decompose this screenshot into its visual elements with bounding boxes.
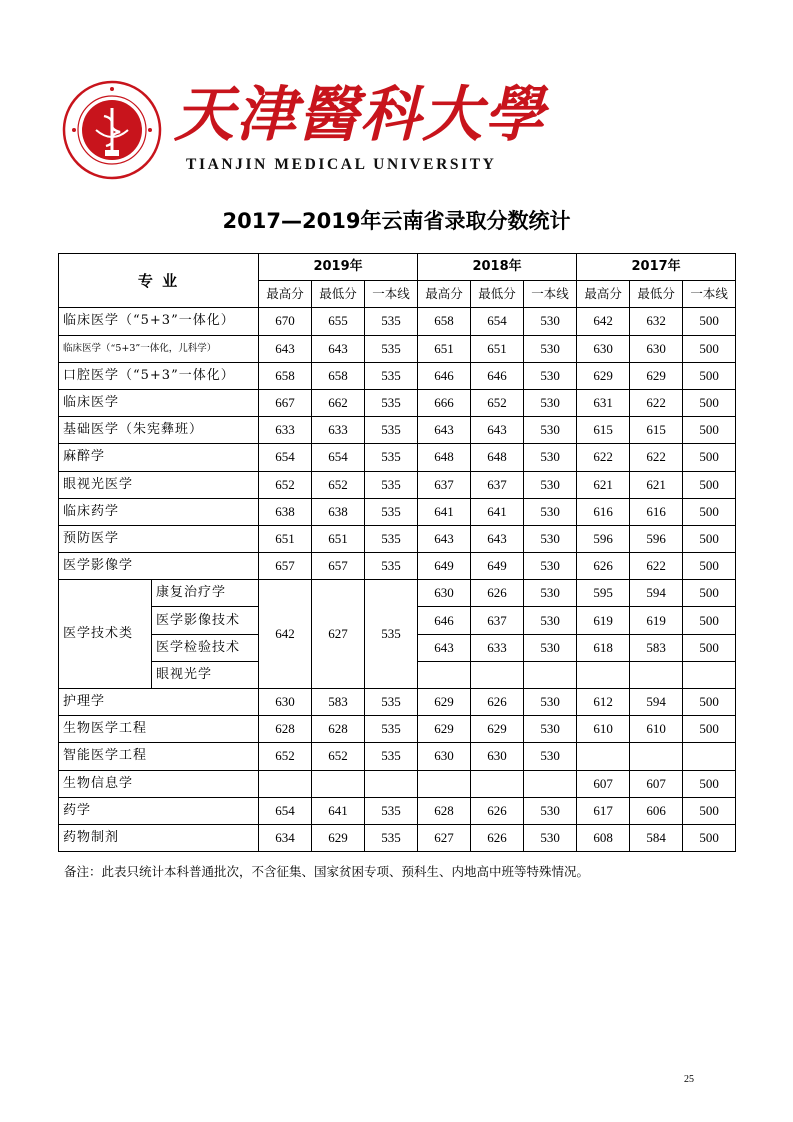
page-number: 25	[684, 1074, 694, 1085]
score-cell: 630	[471, 743, 524, 770]
major-name: 生物信息学	[59, 770, 259, 797]
score-cell: 596	[577, 525, 630, 552]
score-cell: 629	[418, 716, 471, 743]
score-cell: 654	[312, 444, 365, 471]
score-cell: 595	[577, 580, 630, 607]
admission-score-table	[58, 253, 736, 852]
score-cell: 500	[683, 824, 736, 851]
score-cell: 649	[418, 553, 471, 580]
score-cell: 655	[312, 308, 365, 335]
score-cell: 621	[630, 471, 683, 498]
score-cell: 619	[630, 607, 683, 634]
min-score-header: 最低分	[312, 281, 365, 308]
score-cell	[418, 770, 471, 797]
score-cell: 530	[524, 308, 577, 335]
score-cell: 530	[524, 743, 577, 770]
score-cell: 530	[524, 389, 577, 416]
score-cell: 618	[577, 634, 630, 661]
score-cell: 638	[312, 498, 365, 525]
score-cell: 651	[259, 525, 312, 552]
score-cell: 535	[365, 471, 418, 498]
score-cell: 626	[577, 553, 630, 580]
score-cell: 670	[259, 308, 312, 335]
major-name: 药物制剂	[59, 824, 259, 851]
score-cell: 652	[312, 471, 365, 498]
score-cell: 530	[524, 525, 577, 552]
score-cell	[312, 770, 365, 797]
score-cell: 648	[418, 444, 471, 471]
university-name-cn: 天津醫科大學	[174, 80, 546, 150]
score-cell: 626	[471, 580, 524, 607]
score-cell	[471, 661, 524, 688]
score-cell: 643	[418, 634, 471, 661]
score-cell: 652	[312, 743, 365, 770]
major-name: 临床医学（“5+3”一体化，儿科学）	[59, 335, 259, 362]
table-row	[59, 580, 736, 607]
score-cell: 500	[683, 716, 736, 743]
score-cell: 632	[630, 308, 683, 335]
score-cell: 622	[630, 389, 683, 416]
table-row	[59, 471, 736, 498]
score-cell	[524, 770, 577, 797]
score-cell: 637	[418, 471, 471, 498]
score-cell: 657	[312, 553, 365, 580]
score-cell: 641	[471, 498, 524, 525]
score-cell: 654	[259, 797, 312, 824]
score-cell: 662	[312, 389, 365, 416]
score-cell: 626	[471, 824, 524, 851]
table-row	[59, 743, 736, 770]
score-cell: 530	[524, 797, 577, 824]
score-cell: 500	[683, 362, 736, 389]
sub-major-name: 医学检验技术	[152, 634, 259, 661]
score-cell: 583	[630, 634, 683, 661]
major-name: 医学影像学	[59, 553, 259, 580]
score-cell: 500	[683, 389, 736, 416]
year-header: 2019年	[259, 254, 418, 281]
score-cell: 630	[630, 335, 683, 362]
score-cell	[259, 770, 312, 797]
table-row	[59, 716, 736, 743]
score-cell: 631	[577, 389, 630, 416]
score-cell: 500	[683, 580, 736, 607]
score-cell: 658	[418, 308, 471, 335]
major-name: 药学	[59, 797, 259, 824]
score-cell	[683, 743, 736, 770]
score-cell: 535	[365, 580, 418, 689]
score-cell: 633	[312, 417, 365, 444]
score-cell: 530	[524, 335, 577, 362]
major-name: 临床药学	[59, 498, 259, 525]
score-cell: 629	[630, 362, 683, 389]
score-cell: 652	[471, 389, 524, 416]
score-cell	[365, 770, 418, 797]
score-cell: 627	[418, 824, 471, 851]
year-header: 2017年	[577, 254, 736, 281]
score-cell: 651	[312, 525, 365, 552]
score-cell: 535	[365, 389, 418, 416]
score-cell: 612	[577, 689, 630, 716]
score-cell: 619	[577, 607, 630, 634]
score-cell: 500	[683, 498, 736, 525]
university-name-en: TIANJIN MEDICAL UNIVERSITY	[186, 156, 497, 173]
score-cell: 530	[524, 689, 577, 716]
year-header: 2018年	[418, 254, 577, 281]
score-cell: 610	[630, 716, 683, 743]
score-cell: 641	[418, 498, 471, 525]
sub-major-name: 康复治疗学	[152, 580, 259, 607]
score-cell: 652	[259, 743, 312, 770]
score-cell: 610	[577, 716, 630, 743]
score-cell: 658	[312, 362, 365, 389]
score-cell: 649	[471, 553, 524, 580]
score-cell: 535	[365, 498, 418, 525]
score-cell: 500	[683, 689, 736, 716]
score-cell: 530	[524, 498, 577, 525]
score-cell: 626	[471, 689, 524, 716]
score-cell: 608	[577, 824, 630, 851]
score-cell: 638	[259, 498, 312, 525]
score-cell: 500	[683, 770, 736, 797]
score-cell: 535	[365, 362, 418, 389]
min-score-header: 最低分	[471, 281, 524, 308]
tier-one-line-header: 一本线	[524, 281, 577, 308]
score-cell: 629	[577, 362, 630, 389]
table-row	[59, 444, 736, 471]
score-cell: 500	[683, 553, 736, 580]
score-cell: 616	[630, 498, 683, 525]
score-cell: 530	[524, 716, 577, 743]
score-cell: 629	[418, 689, 471, 716]
score-cell: 643	[418, 417, 471, 444]
score-cell: 637	[471, 471, 524, 498]
major-name: 预防医学	[59, 525, 259, 552]
major-name: 麻醉学	[59, 444, 259, 471]
table-row	[59, 553, 736, 580]
score-cell: 530	[524, 417, 577, 444]
university-seal-logo	[62, 80, 162, 180]
score-cell: 622	[577, 444, 630, 471]
score-cell: 583	[312, 689, 365, 716]
score-cell: 500	[683, 607, 736, 634]
score-cell: 654	[259, 444, 312, 471]
table-row	[59, 770, 736, 797]
score-cell: 626	[471, 797, 524, 824]
major-name: 基础医学（朱宪彝班）	[59, 417, 259, 444]
major-name: 生物医学工程	[59, 716, 259, 743]
score-cell	[524, 661, 577, 688]
score-cell: 633	[259, 417, 312, 444]
score-cell: 500	[683, 525, 736, 552]
score-cell: 594	[630, 580, 683, 607]
score-cell: 622	[630, 444, 683, 471]
score-cell: 615	[577, 417, 630, 444]
score-cell: 535	[365, 716, 418, 743]
major-name: 临床医学	[59, 389, 259, 416]
score-cell: 629	[471, 716, 524, 743]
score-cell: 607	[630, 770, 683, 797]
max-score-header: 最高分	[259, 281, 312, 308]
score-cell: 535	[365, 743, 418, 770]
score-cell	[471, 770, 524, 797]
score-cell: 654	[471, 308, 524, 335]
max-score-header: 最高分	[418, 281, 471, 308]
table-row	[59, 389, 736, 416]
subject-column-header: 专 业	[59, 254, 259, 308]
score-cell: 530	[524, 553, 577, 580]
year-header-row	[59, 254, 736, 281]
tier-one-line-header: 一本线	[365, 281, 418, 308]
score-cell: 530	[524, 634, 577, 661]
table-row	[59, 797, 736, 824]
score-cell: 642	[259, 580, 312, 689]
score-cell: 628	[418, 797, 471, 824]
score-cell: 667	[259, 389, 312, 416]
score-cell: 616	[577, 498, 630, 525]
score-cell: 646	[418, 362, 471, 389]
score-cell: 530	[524, 607, 577, 634]
score-cell: 658	[259, 362, 312, 389]
table-row	[59, 335, 736, 362]
score-cell: 584	[630, 824, 683, 851]
score-cell: 500	[683, 335, 736, 362]
score-cell	[418, 661, 471, 688]
score-cell: 606	[630, 797, 683, 824]
score-cell: 627	[312, 580, 365, 689]
score-cell: 535	[365, 308, 418, 335]
score-cell: 643	[312, 335, 365, 362]
university-header	[62, 74, 546, 184]
score-cell: 641	[312, 797, 365, 824]
major-name: 智能医学工程	[59, 743, 259, 770]
score-cell: 630	[418, 580, 471, 607]
score-cell	[577, 661, 630, 688]
table-row	[59, 689, 736, 716]
document-title: 2017—2019年云南省录取分数统计	[222, 209, 571, 233]
score-cell: 651	[471, 335, 524, 362]
score-cell: 648	[471, 444, 524, 471]
score-cell: 621	[577, 471, 630, 498]
score-cell: 643	[259, 335, 312, 362]
score-cell: 535	[365, 797, 418, 824]
score-cell: 500	[683, 417, 736, 444]
score-cell: 500	[683, 797, 736, 824]
score-cell: 630	[418, 743, 471, 770]
score-cell: 633	[471, 634, 524, 661]
score-cell: 535	[365, 553, 418, 580]
score-cell	[577, 743, 630, 770]
score-cell: 646	[471, 362, 524, 389]
major-name: 口腔医学（“5+3”一体化）	[59, 362, 259, 389]
tier-one-line-header: 一本线	[683, 281, 736, 308]
table-row	[59, 525, 736, 552]
major-name: 临床医学（“5+3”一体化）	[59, 308, 259, 335]
table-row	[59, 498, 736, 525]
score-cell: 628	[259, 716, 312, 743]
major-name: 眼视光医学	[59, 471, 259, 498]
score-cell: 628	[312, 716, 365, 743]
max-score-header: 最高分	[577, 281, 630, 308]
score-cell: 643	[471, 525, 524, 552]
score-cell: 651	[418, 335, 471, 362]
score-cell	[683, 661, 736, 688]
score-cell: 643	[418, 525, 471, 552]
score-cell: 657	[259, 553, 312, 580]
score-cell: 642	[577, 308, 630, 335]
score-cell: 646	[418, 607, 471, 634]
score-cell: 530	[524, 444, 577, 471]
score-cell: 500	[683, 471, 736, 498]
score-cell: 637	[471, 607, 524, 634]
score-cell: 535	[365, 417, 418, 444]
score-cell: 535	[365, 824, 418, 851]
score-cell: 594	[630, 689, 683, 716]
table-row	[59, 824, 736, 851]
sub-major-name: 医学影像技术	[152, 607, 259, 634]
score-cell: 666	[418, 389, 471, 416]
score-cell: 652	[259, 471, 312, 498]
score-cell: 630	[259, 689, 312, 716]
score-cell	[630, 743, 683, 770]
score-cell: 535	[365, 525, 418, 552]
score-cell: 622	[630, 553, 683, 580]
score-cell: 530	[524, 471, 577, 498]
score-cell: 530	[524, 362, 577, 389]
score-cell: 607	[577, 770, 630, 797]
score-cell: 530	[524, 824, 577, 851]
score-cell: 630	[577, 335, 630, 362]
table-row	[59, 308, 736, 335]
major-group-name: 医学技术类	[59, 580, 152, 689]
score-cell: 634	[259, 824, 312, 851]
footnote: 备注：此表只统计本科普通批次，不含征集、国家贫困专项、预科生、内地高中班等特殊情况。	[64, 864, 590, 879]
score-cell: 535	[365, 335, 418, 362]
score-cell: 500	[683, 444, 736, 471]
score-cell: 617	[577, 797, 630, 824]
score-cell: 500	[683, 308, 736, 335]
table-row	[59, 362, 736, 389]
score-cell: 615	[630, 417, 683, 444]
score-cell: 535	[365, 689, 418, 716]
score-cell: 643	[471, 417, 524, 444]
score-cell: 596	[630, 525, 683, 552]
score-cell: 535	[365, 444, 418, 471]
score-cell: 629	[312, 824, 365, 851]
min-score-header: 最低分	[630, 281, 683, 308]
score-cell: 530	[524, 580, 577, 607]
score-cell	[630, 661, 683, 688]
table-row	[59, 417, 736, 444]
score-cell: 500	[683, 634, 736, 661]
sub-major-name: 眼视光学	[152, 661, 259, 688]
major-name: 护理学	[59, 689, 259, 716]
